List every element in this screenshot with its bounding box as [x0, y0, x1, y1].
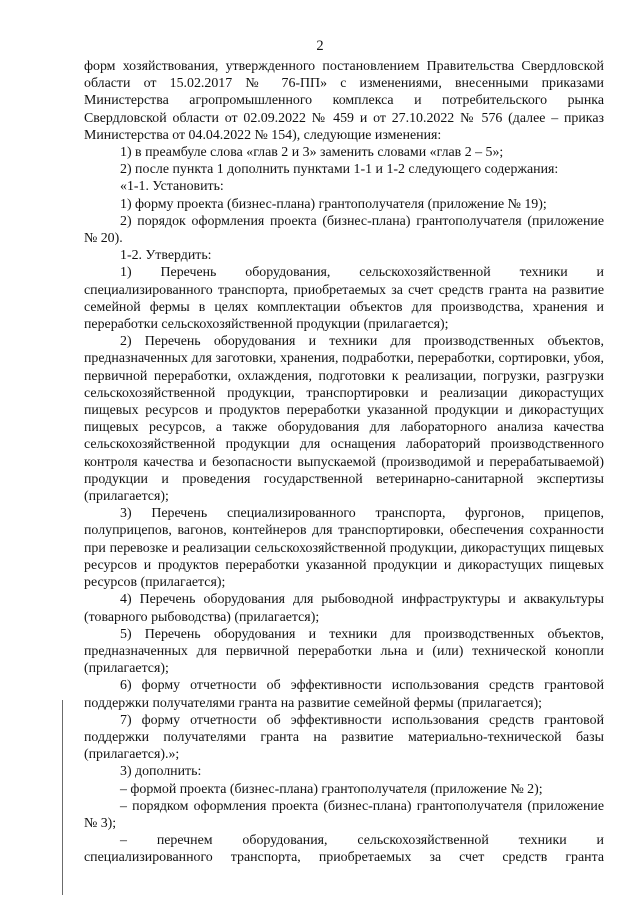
paragraph-approve-6: 6) форму отчетности об эффективности использования средств грантовой поддержки получателями гранта на развитие семейной фермы (прилагается); — [84, 678, 604, 711]
page-number: 2 — [316, 38, 324, 54]
paragraph-approve-4: 4) Перечень оборудования для рыбоводной инфраструктуры и аквакультуры (товарного рыбоводства) (прилагается); — [84, 592, 604, 625]
page-margin-line — [62, 700, 63, 895]
paragraph-approve-3: 3) Перечень специализированного транспорта, фургонов, прицепов, полуприцепов, вагонов, контейнеров для транспортировки, обеспечения сохранности при перевозке и реализации сельскохозяйственной продукции, дикорастущих пищевых ресурсов и продуктов переработки указанной продукции и дикорастущих пищевых ресурсов (прилагается); — [84, 506, 604, 591]
paragraph-establish: «1-1. Установить: — [120, 179, 224, 195]
paragraph-approve-7: 7) форму отчетности об эффективности использования средств грантовой поддержки получателями гранта на развитие материально-технической базы (прилагается).»; — [84, 712, 604, 763]
paragraph-approve-2: 2) Перечень оборудования и техники для производственных объектов, предназначенных для заготовки, хранения, подработки, переработки, сортировки, убоя, первичной переработки, охлаждения, подготовки к реализации, погрузки, разгрузки сельскохозяйственной продукции, транспортировки и реализации дикорастущих пищевых ресурсов и продуктов переработки указанной продукции и дикорастущих пищевых ресурсов, а также оборудования для лабораторного анализа качества сельскохозяйственной продукции для оснащения лабораторий производственного контроля качества и безопасности выпускаемой (производимой и перерабатываемой) продукции и проведения государственной ветеринарно-санитарной экспертизы (прилагается); — [84, 334, 604, 505]
paragraph-establish-2: 2) порядок оформления проекта (бизнес-плана) грантополучателя (приложение № 20). — [84, 213, 604, 247]
document-body — [84, 58, 604, 867]
paragraph-approve-1: 1) Перечень оборудования, сельскохозяйственной техники и специализированного транспорта, приобретаемых за счет средств гранта на развитие семейной фермы в целях комплектации объектов для производства, хранения и переработки сельскохозяйственной продукции (прилагается); — [84, 265, 604, 333]
paragraph-item-1: 1) в преамбуле слова «глав 2 и 3» заменить словами «глав 2 – 5»; — [120, 145, 504, 161]
paragraph-add-procedure: – порядком оформления проекта (бизнес-плана) грантополучателя (приложение № 3); — [84, 798, 604, 831]
paragraph-add-list: – перечнем оборудования, сельскохозяйственной техники и специализированного транспорта, приобретаемых за счет средств гранта — [84, 833, 604, 866]
paragraph-intro: форм хозяйствования, утвержденного постановлением Правительства Свердловской области от 15.02.2017 № 76-ПП» с изменениями, внесенными приказами Министерства агропромышленного комплекса и потребительского рынка Свердловской области от 02.09.2022 № 459 и от 27.10.2022 № 576 (далее – приказ Министерства от 04.04.2022 № 154), следующие изменения: — [84, 59, 604, 143]
paragraph-establish-1: 1) форму проекта (бизнес-плана) грантополучателя (приложение № 19); — [120, 196, 547, 212]
paragraph-item-3: 3) дополнить: — [120, 764, 202, 780]
paragraph-approve-5: 5) Перечень оборудования и техники для производственных объектов, предназначенных для первичной переработки льна и (или) технической конопли (прилагается); — [84, 626, 604, 677]
paragraph-add-form: – формой проекта (бизнес-плана) грантополучателя (приложение № 2); — [120, 781, 543, 797]
paragraph-approve: 1-2. Утвердить: — [120, 248, 212, 264]
paragraph-item-2: 2) после пункта 1 дополнить пунктами 1-1 и 1-2 следующего содержания: — [120, 162, 559, 178]
